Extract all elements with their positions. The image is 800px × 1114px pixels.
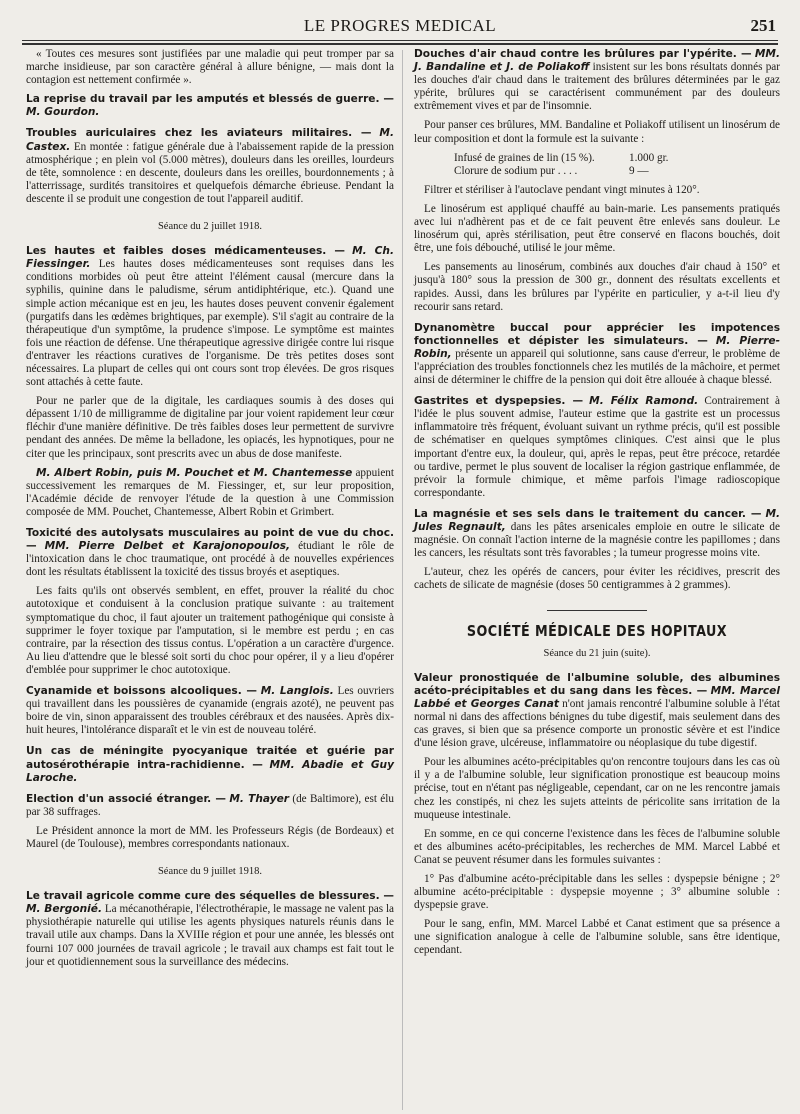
seance-date: Séance du 2 juillet 1918.: [157, 221, 263, 233]
section-rule: [547, 610, 647, 611]
article-author: MM. Pierre Delbet et Karajonopoulos,: [44, 540, 291, 553]
formula-table: [454, 152, 780, 178]
article-text: La mécanothérapie, l'électrothérapie, le massage ne valent pas la physiothérapie naturelle qui utilise les agents physiques naturels réunis dans le travail utile aux champs. Dans la XVIIIe région et pour une année, les blessés ont fourni 107 000 journées de travail agricole ; le travail aux champs est fait tout le jour et quotidiennement sous la surveillance des médecins.: [26, 903, 395, 968]
article-text: dans les pâtes arsenicales emploie en outre le silicate de magnésie. On connaît l'action interne de la magnésie contre les papillomes ; dans les cancers, les résultats sont très favorables ; la tumeur progresse moins vite.: [414, 521, 780, 560]
article-cyanamide: [26, 685, 394, 737]
formula-value: 1.000 gr.: [629, 151, 669, 164]
article-aviateurs: [26, 127, 394, 206]
article-author: MM. Abadie et Guy Laroche.: [26, 758, 394, 784]
seance-date: Séance du 9 juillet 1918.: [157, 866, 263, 878]
article-amputes: [26, 93, 394, 119]
article-text: Filtrer et stériliser à l'autoclave pendant vingt minutes à 120°.: [424, 183, 700, 196]
article-title: Le travail agricole comme cure des séquelles de blessures. —: [26, 890, 394, 903]
formula-label: Clorure de sodium pur . . . .: [454, 164, 578, 177]
article-text: appuient successivement les remarques de M. Fiessinger, et, sur leur proposition, l'Académie décide de renvoyer l'étude de la question à une Commission composée de MM. Pouchet, Chantemesse, Albert Robin et Grimbert.: [26, 466, 394, 518]
article-text: Les faits qu'ils ont observés semblent, en effet, prouver la réalité du choc autotoxique et conduisent à la conclusion pratique suivante : au traitement symptomatique du choc, il faut ajouter un traitement pathogénique qui consiste à supprimer le foyer toxique par l'amputation, si le membre est perdu ; en cas contraire, par la résection des tissus contus. L'opération a un caractère d'urgence. Au lieu d'attendre que le blessé soit sorti du choc pour opérer, il y a lieu d'opérer d'emblée pour supprimer le choc autotoxique.: [26, 585, 394, 676]
header-rule-thick: [22, 43, 778, 45]
article-title: Valeur pronostiquée de l'albumine soluble, des albumines acéto-précipitables et du sang dans les fèces. —: [414, 671, 780, 697]
article-text: étudiant le rôle de l'intoxication dans le choc traumatique, ont procédé à de nouvelles expériences dont les résultats établissent la toxicité des tissus broyés et aseptiques.: [26, 540, 395, 579]
formula-label: Infusé de graines de lin (15 %).: [454, 151, 595, 164]
article-author: M. Thayer: [229, 792, 290, 805]
article-text: Pour ne parler que de la digitale, les cardiaques soumis à des doses qui dépassent 1/10 de milligramme de digitaline par jour voient rapidement leur cœur fléchir d'une manière définitive. De très faibles doses leur permettent de survivre pendant des années. De même la belladone, les opiacés, les hypnotiques, pour ne citer que les principaux, sont prescrits avec un abus de dose manifeste.: [26, 395, 394, 460]
article-doses: [26, 245, 394, 519]
article-meningite: [26, 745, 394, 784]
article-author: M. Félix Ramond.: [589, 395, 699, 408]
article-title: Cyanamide et boissons alcooliques. —: [26, 685, 257, 698]
article-text: Contrairement à l'idée le plus souvent admise, l'auteur estime que la gastrite est un processus inflammatoire très fréquent, évoluant suivant un rythme précis, qu'il est possible de schématiser en quelques symptômes cliniques. C'est ainsi que le plus important d'entre eux, la douleur, qui, après le repas, peut être précoce, retardée ou tardive, permet le plus souvent de localiser la région gastrique enflammée, de prévoir la formule chimique, et même parfois l'image radioscopique correspondante.: [414, 395, 780, 499]
article-author: MM. J. Bandaline et J. de Poliakoff: [414, 48, 780, 74]
formula-row: [454, 165, 780, 178]
article-title: Election d'un associé étranger. —: [26, 792, 227, 805]
article-magnesie: [414, 508, 780, 593]
article-text: Les pansements au linosérum, combinés aux douches d'air chaud à 150° et jusqu'à 180° sous la pression de 300 gr., donnent des résultats excellents et rapides. Aussi, dans les brûlures par l'ypérite en particulier, y a-t-il lieu d'y recourir sans retard.: [414, 261, 780, 313]
article-gastrites: [414, 395, 780, 500]
article-title: Gastrites et dyspepsies. —: [414, 395, 584, 408]
article-title: Toxicité des autolysats musculaires au point de vue du choc. —: [26, 527, 394, 553]
article-text: En montée : fatigue générale due à l'abaissement rapide de la pression atmosphérique ; en plein vol (5.000 mètres), douleurs dans les oreilles, lourdeurs de tête, somnolence : en descente, douleurs dans les oreilles, bourdonnements ; à l'atterrissage, surdités transitoires et quelquefois démarche ébrieuse. Pendant la descente il se produit une congestion de tout l'appareil auditif.: [26, 140, 395, 205]
article-text: Le Président annonce la mort de MM. les Professeurs Régis (de Bordeaux) et Maurel (de Toulouse), membres correspondants nationaux.: [26, 824, 394, 850]
article-author: MM. Marcel Labbé et Georges Canat: [414, 684, 780, 710]
column-divider: [402, 50, 403, 1110]
article-title: Un cas de méningite pyocyanique traitée et guérie par autosérothérapie intra-rachidienne. —: [26, 745, 394, 771]
article-yperite: [414, 48, 780, 314]
article-text: (de Baltimore), est élu par 38 suffrages.: [26, 792, 394, 818]
article-text: Les ouvriers qui travaillent dans les poussières de cyanamide (engrais azoté), ne peuvent pas boire de vin, sinon apparaissent des troubles cérébraux et des nausées. Après dix-huit heures, l'intolérance disparaît et le vin est de nouveau toléré.: [26, 685, 395, 737]
article-dynamometre: [414, 322, 780, 387]
article-text: n'ont jamais rencontré l'albumine soluble à l'état normal ni dans des affections bénignes du tube digestif, mais seulement dans des cas graves, si bien que sa présence comporte un pronostic sévère et est l'indice d'une lésion grave, ulcéreuse, inflammatoire ou néoplasique du tube digestif.: [414, 697, 780, 750]
article-author: M. Gourdon.: [26, 106, 100, 119]
society-heading: SOCIÉTÉ MÉDICALE DES HOPITAUX: [466, 622, 728, 641]
page-header: [22, 14, 778, 40]
article-authors: M. Albert Robin, puis M. Pouchet et M. Chantemesse: [36, 466, 353, 479]
article-title: La magnésie et ses sels dans le traitement du cancer. —: [414, 507, 762, 520]
seance-date: Séance du 21 juin (suite).: [543, 647, 651, 659]
article-author: M. Bergonié.: [26, 903, 103, 916]
article-author: M. Castex.: [26, 127, 394, 153]
right-column: [414, 48, 780, 966]
formula-value: 9 —: [629, 164, 649, 177]
journal-title: LE PROGRES MEDICAL: [303, 16, 497, 35]
article-text: Les hautes doses médicamenteuses sont requises dans les conditions morbides où peut être atteint l'élément causal (mercure dans la syphilis, quinine dans le paludisme, sérum antidiphtérique, etc.). Quand une simple action mécanique est en jeu, les hautes doses peuvent convenir également (purgatifs dans les œdèmes brightiques, par exemple). S'il s'agit au contraire de la thérapeutique d'un symptôme, la prudence s'impose. Le symptôme est maintes fois une réaction de défense. Une thérapeutique agressive dirigée contre lui risque d'entraver les réactions curatives de l'organisme. De très petites doses sont nécessaires. La plupart de celles qui ont cours sont trop élevées. De gros risques sont attachés à cette faute.: [26, 258, 395, 389]
article-author: M. Langlois.: [260, 685, 334, 698]
article-albumine: [414, 672, 780, 958]
left-column: [26, 48, 394, 977]
article-text: Pour les albumines acéto-précipitables qu'on rencontre toujours dans les cas où il y a de l'albumine soluble, leur signification pronostique est beaucoup moins précise, tout en n'étant pas négligeable, cependant, car on ne les rencontre jamais chez les constipés, ni chez les sujets atteints de péricolite sans irritation de la muqueuse intestinale.: [414, 756, 780, 821]
article-author: M. Jules Regnault,: [414, 507, 781, 533]
article-title: Les hautes et faibles doses médicamenteuses. —: [26, 245, 345, 258]
intro-paragraph: « Toutes ces mesures sont justifiées par une maladie qui peut tromper par sa marche insidieuse, par son caractère général à allure bénigne, — mais dont la contagion est nettement confirmée ».: [26, 48, 394, 87]
article-text: 1° Pas d'albumine acéto-précipitable dans les selles : dyspepsie bénigne ; 2° albumine acéto-précipitable : dyspepsie moyenne ; 3° albumine soluble : dyspepsie grave.: [414, 872, 780, 912]
article-title: Dynanomètre buccal pour apprécier les impotences fonctionnelles et dépister les simulateurs. —: [414, 321, 780, 347]
article-text: L'auteur, chez les opérés de cancers, pour éviter les récidives, prescrit des cachets de silicate de magnésie (doses 50 centigrammes à 2 grammes).: [414, 566, 780, 592]
article-title: Douches d'air chaud contre les brûlures par l'ypérite. —: [414, 48, 752, 60]
article-autolysats: [26, 527, 394, 677]
article-text: présente un appareil qui solutionne, sans cause d'erreur, le problème de l'appréciation des troubles fonctionnels chez les mutilés de la mâchoire, et permet ainsi de déterminer le chiffre de la pension qui doit être allouée à chaque blessé.: [414, 347, 781, 387]
article-text: Pour le sang, enfin, MM. Marcel Labbé et Canat estiment que sa présence a une signification analogue à celle de l'albumine soluble, sans être identique, cependant.: [414, 918, 780, 957]
article-travail-agricole: [26, 890, 394, 969]
article-election: [26, 793, 394, 851]
header-rule: [22, 40, 778, 41]
page-number: 251: [750, 16, 776, 35]
article-author: M. Pierre-Robin,: [414, 334, 780, 360]
article-text: Le linosérum est appliqué chauffé au bain-marie. Les pansements pratiqués avec lui n'adhèrent pas et de ce fait peuvent être enlevés sans douleur. Le linosérum qui, après stérilisation, peut être conservé en flacons bouchés, doit être, une fois débouché, utilisé le jour même.: [414, 202, 780, 255]
article-title: Troubles auriculaires chez les aviateurs militaires. —: [26, 127, 372, 140]
article-text: Pour panser ces brûlures, MM. Bandaline et Poliakoff utilisent un linosérum de leur composition et dont la formule est la suivante :: [414, 119, 780, 145]
article-author: M. Ch. Fiessinger.: [26, 245, 394, 271]
formula-row: [454, 152, 780, 165]
article-text: En somme, en ce qui concerne l'existence dans les fèces de l'albumine soluble et des albumines acéto-précipitables, les recherches de MM. Marcel Labbé et Canat se peuvent résumer dans les formules suivantes :: [414, 827, 780, 866]
article-title: La reprise du travail par les amputés et blessés de guerre. —: [26, 93, 394, 106]
article-text: insistent sur les bons résultats donnés par les douches d'air chaud dans le traitement des brûlures déterminées par le gaz ypérite, brûlures qui se caractérisent communément par des douleurs extrêmement vives et par de l'insomnie.: [414, 61, 781, 113]
